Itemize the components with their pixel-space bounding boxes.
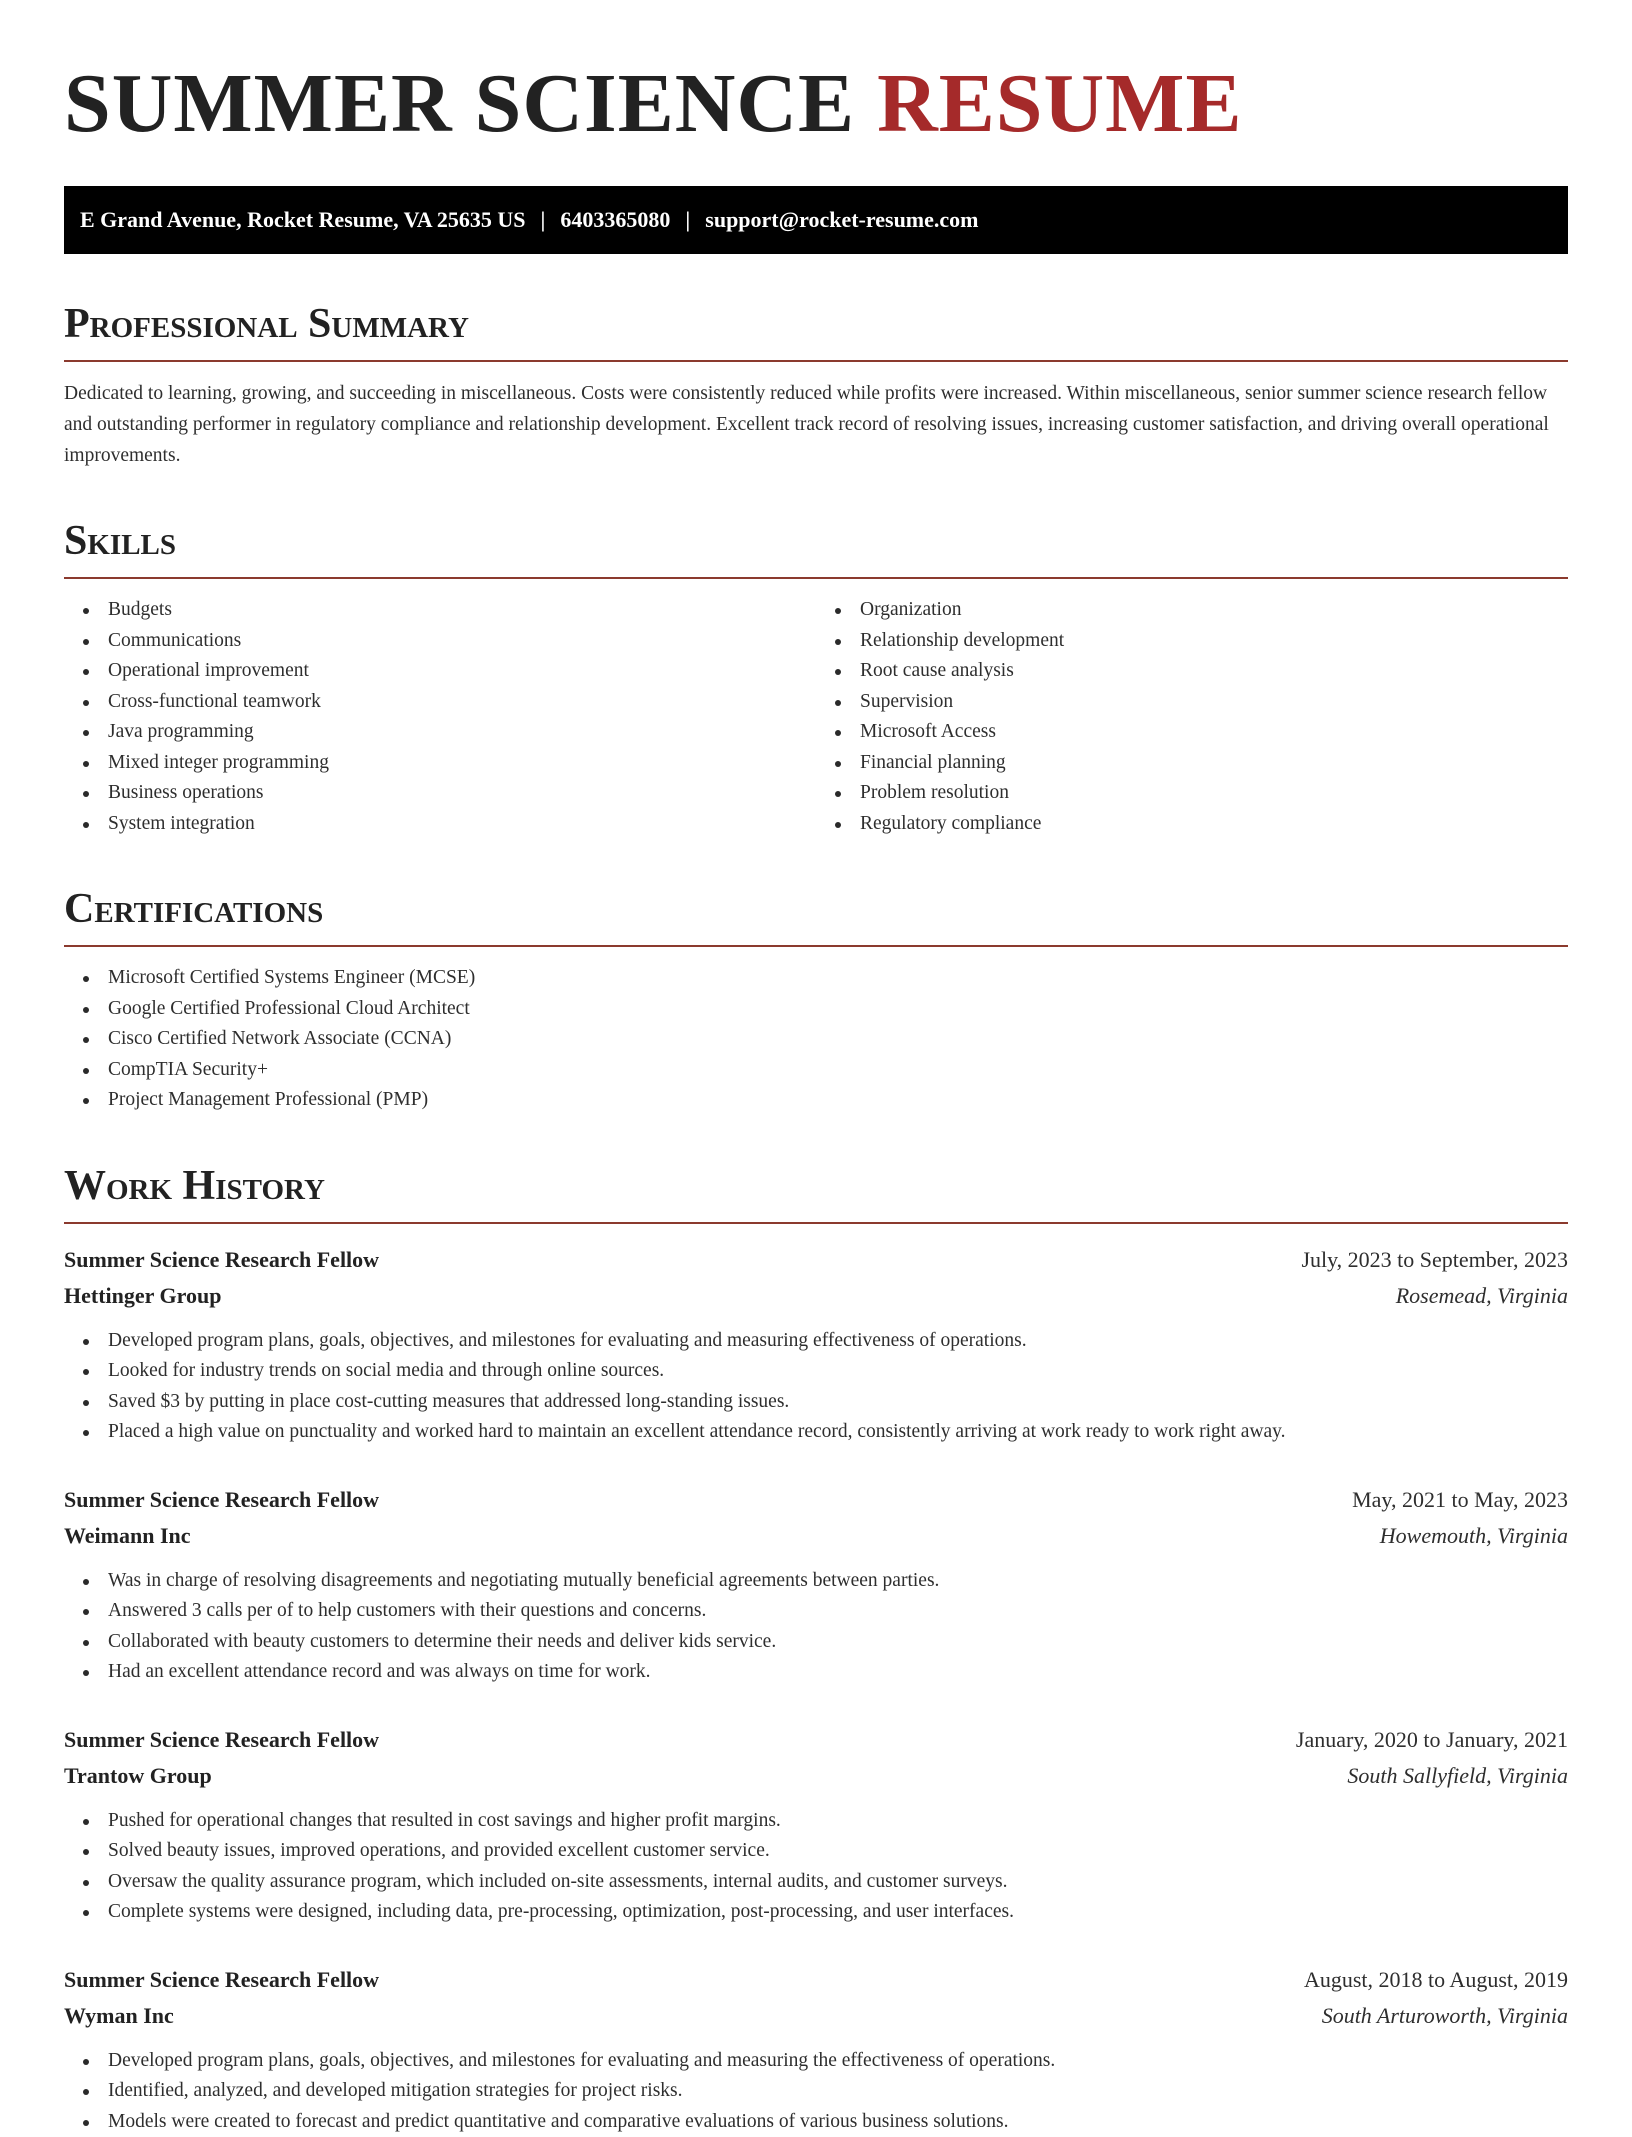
- skills-heading: Skills: [64, 517, 1568, 579]
- skill-item: Business operations: [64, 778, 816, 809]
- skill-item: Operational improvement: [64, 656, 816, 687]
- certifications-list: [64, 963, 1568, 1116]
- certifications-heading: Certifications: [64, 885, 1568, 947]
- job-bullet: Solved beauty issues, improved operations, and provided excellent customer service.: [64, 1836, 1568, 1867]
- certification-item: Google Certified Professional Cloud Architect: [64, 994, 1568, 1025]
- job-company: Wyman Inc: [64, 1998, 174, 2034]
- job-header-row: [64, 1962, 1568, 1998]
- job-dates: May, 2021 to May, 2023: [1352, 1482, 1568, 1518]
- job-subheader-row: [64, 1518, 1568, 1554]
- job-bullet: Had an excellent attendance record and was always on time for work.: [64, 1657, 1568, 1688]
- skills-list-left: [64, 595, 816, 839]
- job-bullet: Placed a high value on punctuality and worked hard to maintain an excellent attendance record, consistently arriving at work ready to work right away.: [64, 1417, 1568, 1448]
- job-dates: January, 2020 to January, 2021: [1296, 1722, 1568, 1758]
- job-location: Rosemead, Virginia: [1396, 1278, 1568, 1314]
- job-header-row: [64, 1482, 1568, 1518]
- job-company: Weimann Inc: [64, 1518, 191, 1554]
- resume-title-main: SUMMER SCIENCE: [64, 57, 855, 150]
- job-location: South Sallyfield, Virginia: [1347, 1758, 1568, 1794]
- job-company: Trantow Group: [64, 1758, 212, 1794]
- job-bullet: Was in charge of resolving disagreements and negotiating mutually beneficial agreements between parties.: [64, 1566, 1568, 1597]
- job-subheader-row: [64, 1758, 1568, 1794]
- job-bullets: [64, 1806, 1568, 1928]
- work-history-section: [64, 1162, 1568, 2137]
- skill-item: Microsoft Access: [816, 717, 1568, 748]
- certification-item: Project Management Professional (PMP): [64, 1085, 1568, 1116]
- resume-title: [64, 56, 1568, 152]
- contact-separator: |: [541, 207, 546, 233]
- certifications-section: [64, 885, 1568, 1116]
- job-bullets: [64, 1326, 1568, 1448]
- job-entry: [64, 1482, 1568, 1688]
- work-history-heading: Work History: [64, 1162, 1568, 1224]
- job-bullet: Saved $3 by putting in place cost-cutting measures that addressed long-standing issues.: [64, 1387, 1568, 1418]
- skill-item: Budgets: [64, 595, 816, 626]
- job-title: Summer Science Research Fellow: [64, 1482, 379, 1518]
- summary-heading: Professional Summary: [64, 300, 1568, 362]
- job-subheader-row: [64, 1278, 1568, 1314]
- job-title: Summer Science Research Fellow: [64, 1242, 379, 1278]
- job-entry: [64, 1242, 1568, 1448]
- skill-item: System integration: [64, 809, 816, 840]
- skill-item: Java programming: [64, 717, 816, 748]
- job-company: Hettinger Group: [64, 1278, 221, 1314]
- job-location: South Arturoworth, Virginia: [1322, 1998, 1568, 2034]
- contact-separator: |: [685, 207, 690, 233]
- skill-item: Mixed integer programming: [64, 748, 816, 779]
- job-bullet: Collaborated with beauty customers to determine their needs and deliver kids service.: [64, 1627, 1568, 1658]
- job-dates: August, 2018 to August, 2019: [1304, 1962, 1568, 1998]
- skill-item: Financial planning: [816, 748, 1568, 779]
- contact-address: E Grand Avenue, Rocket Resume, VA 25635 US: [80, 207, 526, 233]
- job-header-row: [64, 1242, 1568, 1278]
- job-bullet: Developed program plans, goals, objectives, and milestones for evaluating and measuring effectiveness of operations.: [64, 1326, 1568, 1357]
- job-bullet: Oversaw the quality assurance program, which included on-site assessments, internal audits, and customer surveys.: [64, 1867, 1568, 1898]
- skill-item: Root cause analysis: [816, 656, 1568, 687]
- job-bullet: Identified, analyzed, and developed mitigation strategies for project risks.: [64, 2076, 1568, 2107]
- skill-item: Organization: [816, 595, 1568, 626]
- job-location: Howemouth, Virginia: [1380, 1518, 1568, 1554]
- job-header-row: [64, 1722, 1568, 1758]
- skills-list-right: [816, 595, 1568, 839]
- job-bullets: [64, 1566, 1568, 1688]
- job-bullet: Developed program plans, goals, objectives, and milestones for evaluating and measuring the effectiveness of operations.: [64, 2046, 1568, 2077]
- job-entry: [64, 1962, 1568, 2137]
- contact-phone: 6403365080: [560, 207, 670, 233]
- skill-item: Relationship development: [816, 626, 1568, 657]
- job-dates: July, 2023 to September, 2023: [1301, 1242, 1568, 1278]
- job-bullet: Answered 3 calls per of to help customers with their questions and concerns.: [64, 1596, 1568, 1627]
- job-title: Summer Science Research Fellow: [64, 1722, 379, 1758]
- skill-item: Supervision: [816, 687, 1568, 718]
- contact-bar: [64, 186, 1568, 254]
- job-entry: [64, 1722, 1568, 1928]
- skills-section: [64, 517, 1568, 839]
- skill-item: Regulatory compliance: [816, 809, 1568, 840]
- contact-email: support@rocket-resume.com: [705, 207, 978, 233]
- skill-item: Communications: [64, 626, 816, 657]
- summary-section: [64, 300, 1568, 471]
- certification-item: CompTIA Security+: [64, 1055, 1568, 1086]
- summary-text: Dedicated to learning, growing, and succeeding in miscellaneous. Costs were consistently reduced while profits were increased. Within miscellaneous, senior summer science research fellow and outstanding performer in regulatory compliance and relationship development. Excellent track record of resolving issues, increasing customer satisfaction, and driving overall operational improvements.: [64, 378, 1568, 471]
- certification-item: Cisco Certified Network Associate (CCNA): [64, 1024, 1568, 1055]
- job-bullet: Models were created to forecast and predict quantitative and comparative evaluations of various business solutions.: [64, 2107, 1568, 2137]
- skills-grid: [64, 579, 1568, 839]
- resume-title-accent: RESUME: [877, 57, 1242, 150]
- skill-item: Cross-functional teamwork: [64, 687, 816, 718]
- job-subheader-row: [64, 1998, 1568, 2034]
- job-bullet: Complete systems were designed, including data, pre-processing, optimization, post-processing, and user interfaces.: [64, 1897, 1568, 1928]
- job-bullet: Pushed for operational changes that resulted in cost savings and higher profit margins.: [64, 1806, 1568, 1837]
- certification-item: Microsoft Certified Systems Engineer (MCSE): [64, 963, 1568, 994]
- job-title: Summer Science Research Fellow: [64, 1962, 379, 1998]
- job-bullet: Looked for industry trends on social media and through online sources.: [64, 1356, 1568, 1387]
- skill-item: Problem resolution: [816, 778, 1568, 809]
- job-bullets: [64, 2046, 1568, 2137]
